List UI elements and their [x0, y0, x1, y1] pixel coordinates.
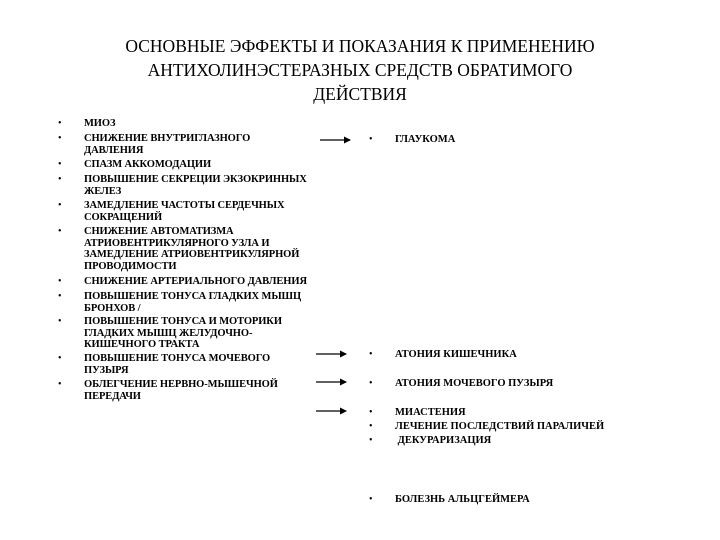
- bullet: •: [58, 276, 62, 287]
- effect-item-miosis: МИОЗ: [84, 118, 116, 129]
- indication-myasthenia: МИАСТЕНИЯ: [395, 407, 466, 418]
- indication-intestinal-atony: АТОНИЯ КИШЕЧНИКА: [395, 349, 517, 360]
- bullet: •: [58, 159, 62, 170]
- effect-item-secretion: ПОВЫШЕНИЕ СЕКРЕЦИИ ЭКЗОКРИННЫХ ЖЕЛЕЗ: [84, 174, 307, 197]
- effect-item-iop: СНИЖЕНИЕ ВНУТРИГЛАЗНОГО ДАВЛЕНИЯ: [84, 133, 251, 156]
- indication-decurarization: ДЕКУРАРИЗАЦИЯ: [395, 435, 492, 446]
- effect-item-heart-rate: ЗАМЕДЛЕНИЕ ЧАСТОТЫ СЕРДЕЧНЫХ СОКРАЩЕНИЙ: [84, 200, 285, 223]
- bullet: •: [58, 353, 62, 364]
- indication-glaucoma: ГЛАУКОМА: [395, 134, 456, 145]
- bullet: •: [58, 379, 62, 390]
- effect-item-neuromuscular: ОБЛЕГЧЕНИЕ НЕРВНО-МЫШЕЧНОЙ ПЕРЕДАЧИ: [84, 379, 278, 402]
- bullet: •: [369, 349, 373, 360]
- effect-item-gi-tract: ПОВЫШЕНИЕ ТОНУСА И МОТОРИКИ ГЛАДКИХ МЫШЦ ЖЕЛУДОЧНО- КИШЕЧНОГО ТРАКТА: [84, 316, 282, 350]
- bullet: •: [369, 134, 373, 145]
- bullet: •: [58, 200, 62, 211]
- bullet: •: [58, 226, 62, 237]
- indication-bladder-atony: АТОНИЯ МОЧЕВОГО ПУЗЫРЯ: [395, 378, 554, 389]
- effect-item-blood-pressure: СНИЖЕНИЕ АРТЕРИАЛЬНОГО ДАВЛЕНИЯ: [84, 276, 307, 287]
- indication-paralysis-treatment: ЛЕЧЕНИЕ ПОСЛЕДСТВИЙ ПАРАЛИЧЕЙ: [395, 421, 605, 432]
- bullet: •: [58, 133, 62, 144]
- bullet: •: [58, 118, 62, 129]
- bullet: •: [369, 407, 373, 418]
- bullet: •: [369, 494, 373, 505]
- effect-item-bronchi: ПОВЫШЕНИЕ ТОНУСА ГЛАДКИХ МЫШЦ БРОНХОВ /: [84, 291, 302, 314]
- bullet: •: [369, 421, 373, 432]
- effect-item-av-node: СНИЖЕНИЕ АВТОМАТИЗМА АТРИОВЕНТРИКУЛЯРНОГО УЗЛА И ЗАМЕДЛЕНИЕ АТРИОВЕНТРИКУЛЯРНОЙ ПРОВОДИМОСТИ: [84, 226, 300, 272]
- effect-item-accommodation: СПАЗМ АККОМОДАЦИИ: [84, 159, 212, 170]
- bullet: •: [369, 435, 373, 446]
- title-line-3: ДЕЙСТВИЯ: [313, 84, 407, 104]
- bullet: •: [369, 378, 373, 389]
- indication-alzheimer: БОЛЕЗНЬ АЛЬЦГЕЙМЕРА: [395, 494, 530, 505]
- effect-item-bladder: ПОВЫШЕНИЕ ТОНУСА МОЧЕВОГО ПУЗЫРЯ: [84, 353, 271, 376]
- bullet: •: [58, 316, 62, 327]
- title-line-2: АНТИХОЛИНЭСТЕРАЗНЫХ СРЕДСТВ ОБРАТИМОГО: [147, 60, 573, 80]
- bullet: •: [58, 291, 62, 302]
- title-line-1: ОСНОВНЫЕ ЭФФЕКТЫ И ПОКАЗАНИЯ К ПРИМЕНЕНИЮ: [125, 36, 595, 56]
- bullet: •: [58, 174, 62, 185]
